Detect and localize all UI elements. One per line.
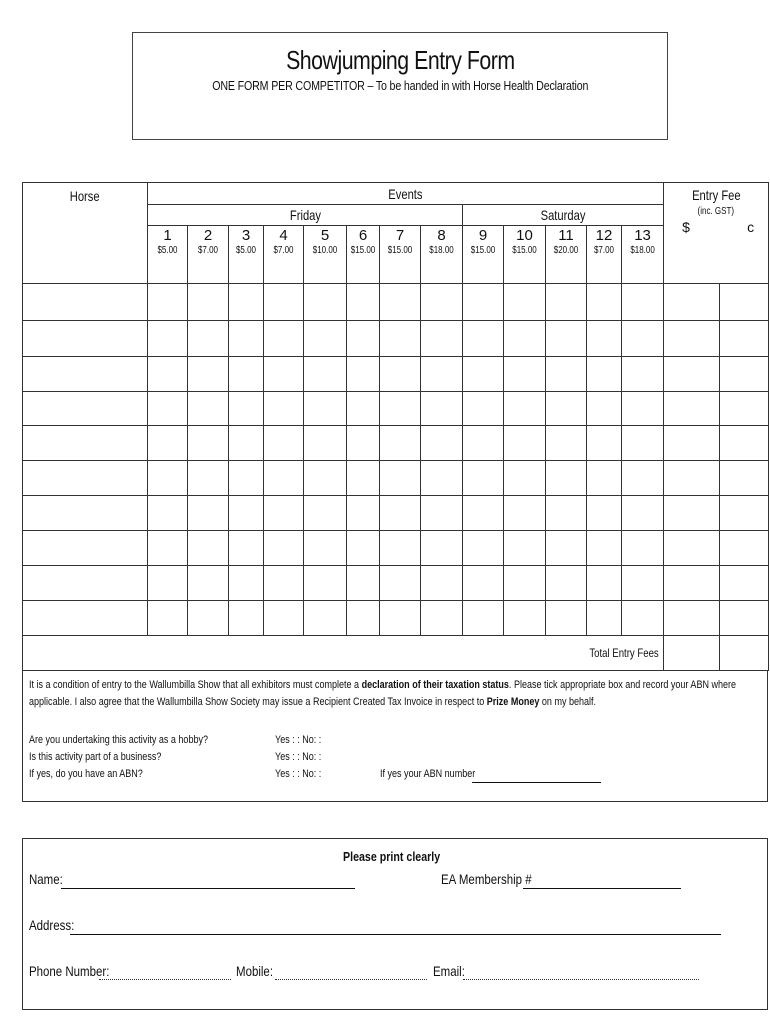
event-8-cell[interactable] (421, 321, 463, 357)
event-2-cell[interactable] (188, 284, 229, 321)
event-6-cell[interactable] (347, 461, 380, 496)
event-12-cell[interactable] (587, 392, 622, 426)
event-11-cell[interactable] (546, 601, 587, 636)
event-8-cell[interactable] (421, 601, 463, 636)
event-4-cell[interactable] (264, 601, 304, 636)
event-number: 6 (358, 227, 368, 244)
event-7-cell[interactable] (380, 566, 421, 601)
event-6-cell[interactable] (347, 566, 380, 601)
event-3-cell[interactable] (229, 601, 264, 636)
event-12-cell[interactable] (587, 321, 622, 357)
event-1-cell[interactable] (148, 601, 188, 636)
table-row (23, 392, 769, 426)
event-number: 5 (320, 227, 330, 244)
event-10-cell[interactable] (504, 531, 546, 566)
fee-dollars-cell[interactable] (664, 601, 720, 636)
event-2-header (188, 226, 229, 284)
abn-answer[interactable]: Yes : : No: : (275, 768, 322, 780)
event-11-cell[interactable] (546, 496, 587, 531)
fee-cents-cell[interactable] (720, 601, 769, 636)
event-1-cell[interactable] (148, 426, 188, 461)
event-8-cell[interactable] (421, 392, 463, 426)
horse-name-cell[interactable] (23, 284, 148, 321)
form-subtitle: ONE FORM PER COMPETITOR – To be handed in with Horse Health Declaration (211, 78, 589, 93)
table-row (23, 284, 769, 321)
event-2-cell[interactable] (188, 321, 229, 357)
entry-table (22, 182, 769, 671)
email-label: Email: (433, 963, 465, 979)
event-9-cell[interactable] (463, 357, 504, 392)
event-11-cell[interactable] (546, 321, 587, 357)
event-5-cell[interactable] (304, 321, 347, 357)
fee-cents-cell[interactable] (720, 566, 769, 601)
event-10-cell[interactable] (504, 357, 546, 392)
event-6-cell[interactable] (347, 426, 380, 461)
event-1-cell[interactable] (148, 284, 188, 321)
fee-dollars-cell[interactable] (664, 461, 720, 496)
event-4-cell[interactable] (264, 461, 304, 496)
hobby-answer[interactable]: Yes : : No: : (275, 734, 322, 746)
event-3-cell[interactable] (229, 461, 264, 496)
fee-dollars-cell[interactable] (664, 321, 720, 357)
event-2-cell[interactable] (188, 461, 229, 496)
event-5-header (304, 226, 347, 284)
event-6-header (347, 226, 380, 284)
dollars-label: $ (682, 219, 690, 235)
horse-name-cell[interactable] (23, 357, 148, 392)
event-6-cell[interactable] (347, 321, 380, 357)
event-10-header (504, 226, 546, 284)
event-5-cell[interactable] (304, 461, 347, 496)
name-label: Name: (29, 871, 63, 887)
event-8-cell[interactable] (421, 284, 463, 321)
fee-dollars-cell[interactable] (664, 284, 720, 321)
event-fee: $7.00 (197, 245, 219, 256)
tax-declaration (22, 671, 768, 802)
fee-cents-cell[interactable] (720, 284, 769, 321)
event-7-cell[interactable] (380, 392, 421, 426)
event-number: 1 (163, 227, 172, 244)
table-row (23, 461, 769, 496)
event-4-cell[interactable] (264, 392, 304, 426)
event-12-cell[interactable] (587, 531, 622, 566)
event-8-header (421, 226, 463, 284)
phone-label: Phone Number: (29, 963, 110, 979)
event-4-header (264, 226, 304, 284)
event-4-cell[interactable] (264, 321, 304, 357)
event-10-cell[interactable] (504, 426, 546, 461)
event-11-cell[interactable] (546, 531, 587, 566)
form-title: Showjumping Entry Form (285, 45, 515, 75)
event-1-cell[interactable] (148, 531, 188, 566)
event-4-cell[interactable] (264, 566, 304, 601)
horse-name-cell[interactable] (23, 496, 148, 531)
event-11-cell[interactable] (546, 357, 587, 392)
ea-membership-field[interactable] (523, 888, 681, 889)
event-1-cell[interactable] (148, 496, 188, 531)
horse-name-cell[interactable] (23, 566, 148, 601)
event-4-cell[interactable] (264, 357, 304, 392)
event-fee: $10.00 (312, 245, 338, 256)
event-4-cell[interactable] (264, 426, 304, 461)
event-2-cell[interactable] (188, 392, 229, 426)
event-3-cell[interactable] (229, 531, 264, 566)
event-12-header (587, 226, 622, 284)
event-number: 12 (595, 227, 613, 244)
event-13-cell[interactable] (622, 284, 664, 321)
total-cents-cell[interactable] (720, 636, 769, 671)
event-9-cell[interactable] (463, 426, 504, 461)
table-row (23, 321, 769, 357)
event-12-cell[interactable] (587, 284, 622, 321)
event-3-header (229, 226, 264, 284)
event-7-cell[interactable] (380, 357, 421, 392)
event-fee: $5.00 (157, 245, 178, 256)
event-3-cell[interactable] (229, 566, 264, 601)
event-12-cell[interactable] (587, 461, 622, 496)
event-number: 11 (558, 227, 574, 244)
horse-name-cell[interactable] (23, 531, 148, 566)
mobile-label: Mobile: (236, 963, 274, 979)
phone-field[interactable] (99, 979, 231, 980)
event-8-cell[interactable] (421, 426, 463, 461)
event-number: 3 (241, 227, 251, 244)
event-1-cell[interactable] (148, 321, 188, 357)
event-number: 7 (395, 227, 405, 244)
event-7-cell[interactable] (380, 321, 421, 357)
event-13-cell[interactable] (622, 601, 664, 636)
event-6-cell[interactable] (347, 284, 380, 321)
address-label: Address: (29, 917, 75, 933)
event-13-header (622, 226, 664, 284)
event-fee: $7.00 (273, 245, 294, 256)
event-7-header (380, 226, 421, 284)
table-row (23, 566, 769, 601)
event-fee: $15.00 (387, 245, 413, 256)
event-10-cell[interactable] (504, 496, 546, 531)
horse-name-cell[interactable] (23, 321, 148, 357)
table-row (23, 426, 769, 461)
saturday-header: Saturday (463, 205, 664, 226)
event-12-cell[interactable] (587, 357, 622, 392)
fee-cents-cell[interactable] (720, 426, 769, 461)
event-8-cell[interactable] (421, 461, 463, 496)
event-11-cell[interactable] (546, 426, 587, 461)
event-9-cell[interactable] (463, 461, 504, 496)
event-5-cell[interactable] (304, 284, 347, 321)
event-7-cell[interactable] (380, 426, 421, 461)
horse-header: Horse (23, 183, 148, 284)
table-row (23, 357, 769, 392)
event-6-cell[interactable] (347, 357, 380, 392)
event-2-cell[interactable] (188, 357, 229, 392)
event-10-cell[interactable] (504, 392, 546, 426)
event-9-cell[interactable] (463, 321, 504, 357)
event-12-cell[interactable] (587, 426, 622, 461)
event-1-cell[interactable] (148, 392, 188, 426)
event-fee: $20.00 (553, 245, 579, 256)
fee-dollars-cell[interactable] (664, 566, 720, 601)
event-number: 4 (279, 227, 288, 244)
event-12-cell[interactable] (587, 601, 622, 636)
address-field[interactable] (70, 934, 721, 935)
event-fee: $7.00 (593, 245, 615, 256)
event-11-header (546, 226, 587, 284)
event-6-cell[interactable] (347, 496, 380, 531)
event-13-cell[interactable] (622, 357, 664, 392)
horse-name-cell[interactable] (23, 461, 148, 496)
event-3-cell[interactable] (229, 284, 264, 321)
event-13-cell[interactable] (622, 461, 664, 496)
event-11-cell[interactable] (546, 566, 587, 601)
mobile-field[interactable] (275, 979, 427, 980)
fee-dollars-cell[interactable] (664, 531, 720, 566)
event-6-cell[interactable] (347, 392, 380, 426)
event-fee: $15.00 (470, 245, 496, 256)
event-4-cell[interactable] (264, 284, 304, 321)
event-13-cell[interactable] (622, 496, 664, 531)
event-7-cell[interactable] (380, 461, 421, 496)
event-3-cell[interactable] (229, 321, 264, 357)
event-1-cell[interactable] (148, 566, 188, 601)
event-7-cell[interactable] (380, 284, 421, 321)
event-4-cell[interactable] (264, 531, 304, 566)
event-5-cell[interactable] (304, 531, 347, 566)
event-9-cell[interactable] (463, 392, 504, 426)
abn-number-label: If yes your ABN number (380, 768, 476, 780)
total-dollars-cell[interactable] (664, 636, 720, 671)
fee-dollars-cell[interactable] (664, 357, 720, 392)
event-4-cell[interactable] (264, 496, 304, 531)
ea-membership-label: EA Membership # (441, 871, 532, 887)
event-8-cell[interactable] (421, 531, 463, 566)
event-9-cell[interactable] (463, 531, 504, 566)
title-box (132, 32, 668, 140)
event-10-cell[interactable] (504, 566, 546, 601)
table-row (23, 496, 769, 531)
event-number: 2 (203, 227, 213, 244)
event-5-cell[interactable] (304, 357, 347, 392)
event-fee: $18.00 (429, 245, 454, 256)
event-2-cell[interactable] (188, 566, 229, 601)
event-7-cell[interactable] (380, 531, 421, 566)
hobby-question: Are you undertaking this activity as a hobby? (29, 734, 209, 746)
event-9-cell[interactable] (463, 284, 504, 321)
event-3-cell[interactable] (229, 357, 264, 392)
event-5-cell[interactable] (304, 566, 347, 601)
table-row (23, 531, 769, 566)
event-13-cell[interactable] (622, 566, 664, 601)
event-11-cell[interactable] (546, 392, 587, 426)
fee-dollars-cell[interactable] (664, 392, 720, 426)
event-fee: $5.00 (235, 245, 257, 256)
event-3-cell[interactable] (229, 392, 264, 426)
business-answer[interactable]: Yes : : No: : (275, 751, 322, 763)
event-6-cell[interactable] (347, 531, 380, 566)
event-1-header (148, 226, 188, 284)
tax-statement: It is a condition of entry to the Wallumbilla Show that all exhibitors must complete a declaration of their taxation status. Please tick appropriate box and record your ABN where applicable. I also agree that the Wallumbilla Show Society may issue a Recipient Created Tax Invoice in respect to Prize Money on my behalf. (29, 679, 737, 708)
friday-header: Friday (148, 205, 463, 226)
event-6-cell[interactable] (347, 601, 380, 636)
fee-cents-cell[interactable] (720, 531, 769, 566)
event-fee: $18.00 (630, 245, 655, 256)
fee-dollars-cell[interactable] (664, 426, 720, 461)
event-11-cell[interactable] (546, 284, 587, 321)
horse-name-cell[interactable] (23, 392, 148, 426)
event-8-cell[interactable] (421, 566, 463, 601)
event-5-cell[interactable] (304, 392, 347, 426)
fee-cents-cell[interactable] (720, 321, 769, 357)
event-number: 13 (634, 227, 651, 244)
event-10-cell[interactable] (504, 321, 546, 357)
event-fee: $15.00 (512, 245, 537, 256)
event-9-cell[interactable] (463, 601, 504, 636)
event-11-cell[interactable] (546, 461, 587, 496)
business-question: Is this activity part of a business? (29, 751, 162, 763)
event-8-cell[interactable] (421, 357, 463, 392)
fee-cents-cell[interactable] (720, 357, 769, 392)
event-10-cell[interactable] (504, 284, 546, 321)
event-5-cell[interactable] (304, 601, 347, 636)
abn-number-field[interactable] (472, 782, 601, 783)
event-13-cell[interactable] (622, 531, 664, 566)
contact-details (22, 838, 768, 1010)
event-3-cell[interactable] (229, 496, 264, 531)
print-clearly-heading: Please print clearly (343, 849, 441, 864)
horse-name-cell[interactable] (23, 426, 148, 461)
fee-dollars-cell[interactable] (664, 496, 720, 531)
event-8-cell[interactable] (421, 496, 463, 531)
event-3-cell[interactable] (229, 426, 264, 461)
fee-cents-cell[interactable] (720, 496, 769, 531)
event-number: 9 (478, 227, 488, 244)
event-10-cell[interactable] (504, 461, 546, 496)
event-9-header (463, 226, 504, 284)
event-9-cell[interactable] (463, 566, 504, 601)
event-number: 8 (437, 227, 446, 244)
event-13-cell[interactable] (622, 392, 664, 426)
event-13-cell[interactable] (622, 321, 664, 357)
event-12-cell[interactable] (587, 496, 622, 531)
event-7-cell[interactable] (380, 496, 421, 531)
total-entry-fees-label: Total Entry Fees (23, 636, 664, 671)
entry-fee-header: Entry Fee (inc. GST) $ c (664, 183, 769, 284)
cents-label: c (747, 219, 755, 235)
event-5-cell[interactable] (304, 496, 347, 531)
event-12-cell[interactable] (587, 566, 622, 601)
event-13-cell[interactable] (622, 426, 664, 461)
event-10-cell[interactable] (504, 601, 546, 636)
abn-question: If yes, do you have an ABN? (29, 768, 143, 780)
event-9-cell[interactable] (463, 496, 504, 531)
event-fee: $15.00 (350, 245, 376, 256)
event-1-cell[interactable] (148, 461, 188, 496)
fee-cents-cell[interactable] (720, 461, 769, 496)
event-1-cell[interactable] (148, 357, 188, 392)
event-2-cell[interactable] (188, 426, 229, 461)
event-number: 10 (516, 227, 533, 244)
horse-name-cell[interactable] (23, 601, 148, 636)
name-field[interactable] (61, 888, 355, 889)
event-7-cell[interactable] (380, 601, 421, 636)
event-2-cell[interactable] (188, 531, 229, 566)
event-2-cell[interactable] (188, 601, 229, 636)
fee-cents-cell[interactable] (720, 392, 769, 426)
email-field[interactable] (463, 979, 699, 980)
event-5-cell[interactable] (304, 426, 347, 461)
event-2-cell[interactable] (188, 496, 229, 531)
table-row (23, 601, 769, 636)
events-header: Events (148, 183, 664, 205)
